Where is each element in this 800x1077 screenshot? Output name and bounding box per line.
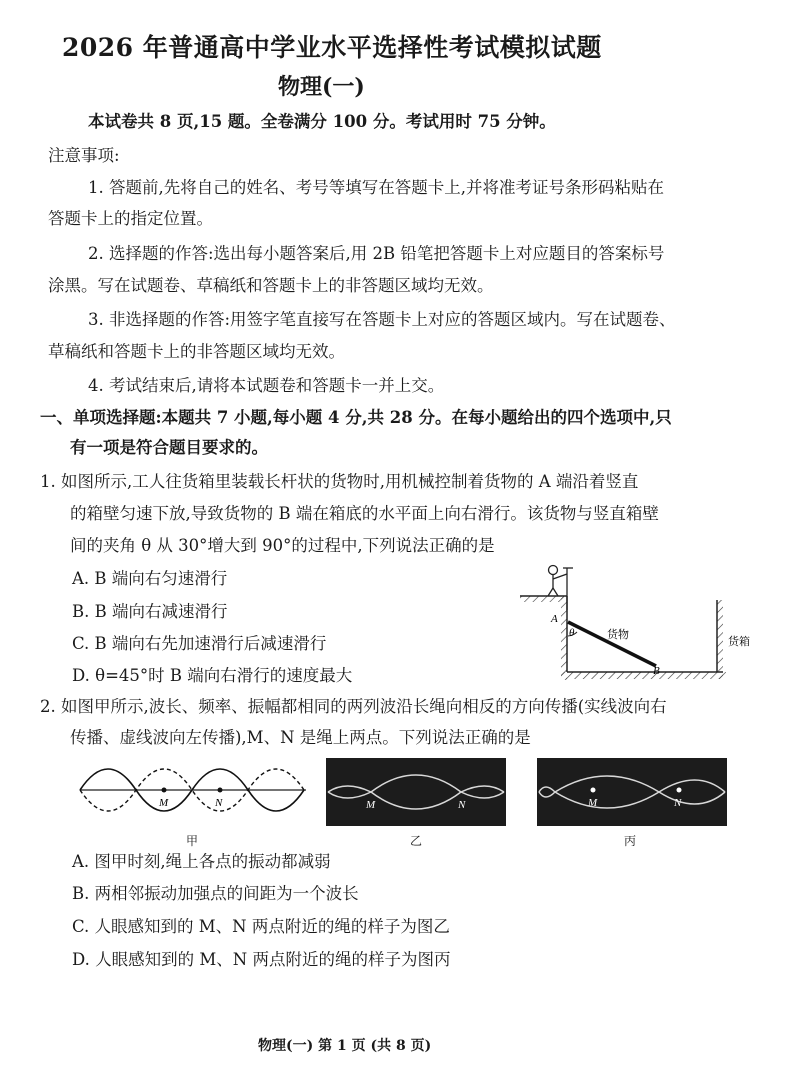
caption-bing: 丙: [624, 834, 637, 848]
photo-background: [326, 758, 506, 826]
point-n: [218, 788, 223, 793]
q2-option-a: A. 图甲时刻,绳上各点的振动都减弱: [72, 852, 331, 871]
note-line-3: 2. 选择题的作答:选出每小题答案后,用 2B 铅笔把答题卡上对应题目的答案标号: [88, 244, 665, 263]
label-m: M: [159, 797, 169, 809]
q1-line-3: 间的夹角 θ 从 30°增大到 90°的过程中,下列说法正确的是: [70, 536, 495, 555]
label-box: 货箱: [728, 635, 750, 648]
q2-option-c: C. 人眼感知到的 M、N 两点附近的绳的样子为图乙: [72, 917, 450, 936]
q2-option-d: D. 人眼感知到的 M、N 两点附近的绳的样子为图丙: [72, 950, 451, 969]
q1-option-a: A. B 端向右匀速滑行: [72, 569, 228, 588]
exam-subtitle: 物理(一): [278, 74, 365, 100]
notes-heading: 注意事项:: [48, 146, 120, 165]
point-m: [591, 788, 596, 793]
label-n: N: [215, 797, 223, 809]
note-line-1: 1. 答题前,先将自己的姓名、考号等填写在答题卡上,并将准考证号条形码粘贴在: [88, 178, 664, 197]
label-goods: 货物: [607, 628, 629, 641]
left-wall-hatch: [561, 596, 567, 680]
q1-option-b: B. B 端向右减速滑行: [72, 602, 228, 621]
label-a: A: [551, 613, 558, 625]
point-m: [162, 788, 167, 793]
exam-title: 2026 年普通高中学业水平选择性考试模拟试题: [62, 33, 602, 62]
right-wall-hatch: [717, 600, 723, 679]
q2-figure-jia: [78, 752, 308, 832]
point-n: [677, 788, 682, 793]
worker-icon: [548, 566, 573, 611]
exam-info: 本试卷共 8 页,15 题。全卷满分 100 分。考试用时 75 分钟。: [88, 112, 556, 131]
note-line-6: 草稿纸和答题卡上的非答题区域均无效。: [48, 342, 345, 361]
note-line-7: 4. 考试结束后,请将本试题卷和答题卡一并上交。: [88, 376, 445, 395]
label-n: N: [458, 799, 466, 811]
label-m: M: [366, 799, 376, 811]
q2-figure-yi: [326, 758, 506, 826]
note-line-2: 答题卡上的指定位置。: [48, 209, 213, 228]
label-n: N: [674, 797, 682, 809]
q2-line-1: 2. 如图甲所示,波长、频率、振幅都相同的两列波沿长绳向相反的方向传播(实线波向右: [40, 697, 667, 716]
q2-figure-bing: [537, 758, 727, 826]
section-heading-line-2: 有一项是符合题目要求的。: [70, 438, 268, 457]
floor-hatch: [561, 672, 726, 679]
q2-option-b: B. 两相邻振动加强点的间距为一个波长: [72, 884, 359, 903]
label-m: M: [588, 797, 598, 809]
q1-option-c: C. B 端向右先加速滑行后减速滑行: [72, 634, 327, 653]
photo-background: [537, 758, 727, 826]
caption-jia: 甲: [186, 834, 199, 848]
q1-line-1: 1. 如图所示,工人往货箱里装载长杆状的货物时,用机械控制着货物的 A 端沿着竖直: [40, 472, 639, 491]
q1-line-2: 的箱壁匀速下放,导致货物的 B 端在箱底的水平面上向右滑行。该货物与竖直箱壁: [70, 504, 659, 523]
ledge-hatch: [520, 596, 564, 602]
q1-figure: [515, 560, 790, 685]
note-line-4: 涂黑。写在试题卷、草稿纸和答题卡上的非答题区域均无效。: [48, 276, 494, 295]
caption-yi: 乙: [410, 834, 423, 848]
note-line-5: 3. 非选择题的作答:用签字笔直接写在答题卡上对应的答题区域内。写在试题卷、: [88, 310, 676, 329]
page-footer: 物理(一) 第 1 页 (共 8 页): [258, 1038, 432, 1054]
q1-option-d: D. θ=45°时 B 端向右滑行的速度最大: [72, 666, 353, 685]
q2-line-2: 传播、虚线波向左传播),M、N 是绳上两点。下列说法正确的是: [70, 728, 531, 747]
label-b: B: [653, 665, 660, 677]
section-heading-line-1: 一、单项选择题:本题共 7 小题,每小题 4 分,共 28 分。在每小题给出的四个选项中,只: [40, 408, 672, 427]
label-theta: θ: [569, 627, 575, 639]
